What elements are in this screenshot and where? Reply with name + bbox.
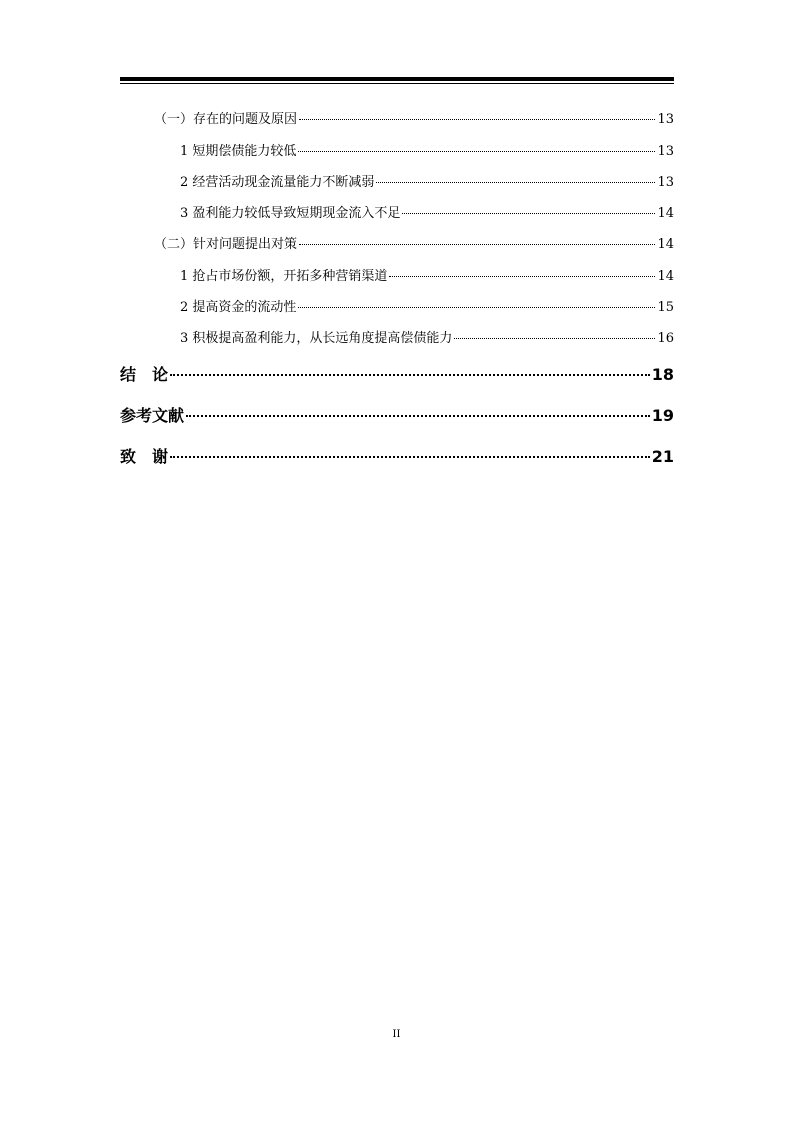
toc-entry-title: 结 论 xyxy=(120,365,169,384)
toc-entry[interactable] xyxy=(120,296,674,315)
toc-entry-title: 1 短期偿债能力较低 xyxy=(180,144,297,159)
toc-leader-dots xyxy=(389,276,655,277)
toc-entry[interactable] xyxy=(120,265,674,284)
toc-leader-dots xyxy=(298,151,655,152)
toc-entry[interactable] xyxy=(120,171,674,190)
toc-entry-page: 16 xyxy=(657,331,674,346)
toc-entry-title: 致 谢 xyxy=(120,447,169,466)
toc-leader-dots xyxy=(402,213,655,214)
toc-leader-dots xyxy=(298,307,655,308)
toc-entry-page: 14 xyxy=(657,237,674,252)
toc-entry-page: 19 xyxy=(651,406,674,425)
toc-entry-page: 13 xyxy=(657,175,674,190)
toc-leader-dots xyxy=(170,374,650,376)
toc-entry-chapter[interactable] xyxy=(120,444,674,467)
toc-entry-chapter[interactable] xyxy=(120,362,674,385)
toc-leader-dots xyxy=(299,244,655,245)
toc-entry-title: 3 积极提高盈利能力，从长远角度提高偿债能力 xyxy=(180,331,453,346)
toc-leader-dots xyxy=(299,119,655,120)
toc-entry[interactable] xyxy=(120,108,674,127)
toc-entry-title: （二）针对问题提出对策 xyxy=(154,237,298,252)
toc-entry-page: 21 xyxy=(651,447,674,466)
toc-entry-page: 14 xyxy=(657,206,674,221)
toc-entry-title: 2 提高资金的流动性 xyxy=(180,300,297,315)
toc-entry-title: 1 抢占市场份额，开拓多种营销渠道 xyxy=(180,269,388,284)
toc-entry[interactable] xyxy=(120,140,674,159)
toc-entry[interactable] xyxy=(120,327,674,346)
toc-entry-page: 15 xyxy=(657,300,674,315)
toc-entry-page: 13 xyxy=(657,112,674,127)
toc-leader-dots xyxy=(170,456,650,458)
toc-entry[interactable] xyxy=(120,233,674,252)
toc-entry-title: （一）存在的问题及原因 xyxy=(154,112,298,127)
toc-entry-title: 2 经营活动现金流量能力不断减弱 xyxy=(180,175,375,190)
toc-entry-chapter[interactable] xyxy=(120,403,674,426)
toc-entry-page: 18 xyxy=(651,365,674,384)
header-rule-thin xyxy=(120,83,674,84)
toc-leader-dots xyxy=(376,182,655,183)
toc-entry[interactable] xyxy=(120,202,674,221)
toc-entry-page: 13 xyxy=(657,144,674,159)
header-rule-thick xyxy=(120,77,674,81)
toc-leader-dots xyxy=(454,338,655,339)
toc-entry-page: 14 xyxy=(657,269,674,284)
page-number: II xyxy=(392,1029,401,1040)
toc-entry-title: 参考文献 xyxy=(120,406,185,425)
toc-entry-title: 3 盈利能力较低导致短期现金流入不足 xyxy=(180,206,401,221)
toc-leader-dots xyxy=(186,415,650,417)
